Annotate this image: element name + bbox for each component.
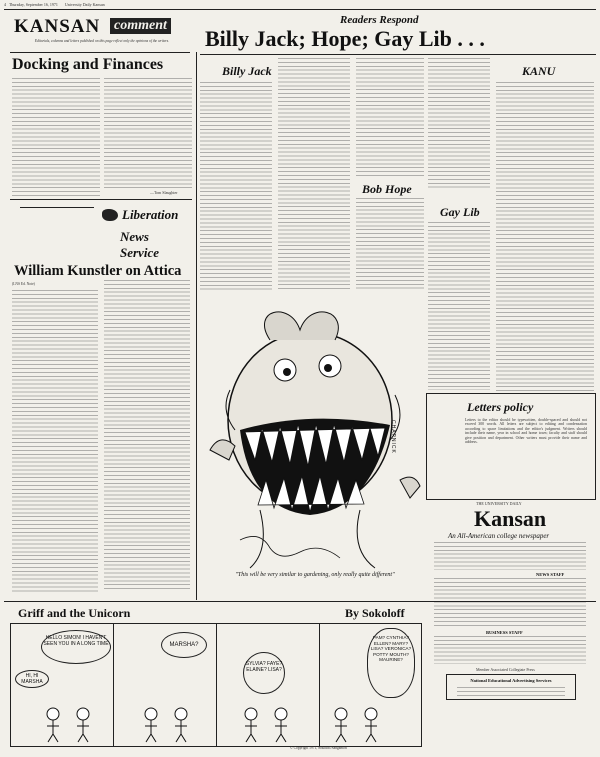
- unicorn-figures-icon: [41, 704, 101, 744]
- comment-masthead: [14, 16, 189, 38]
- cartoon-signature: CHAPNICK: [390, 420, 396, 454]
- strip-title: Griff and the Unicorn: [18, 606, 131, 620]
- page-number: 4: [4, 2, 6, 7]
- news-staff-list: [434, 578, 586, 626]
- news-staff-label: NEWS STAFF: [536, 572, 565, 577]
- masthead-name: Kansan: [474, 506, 547, 531]
- gay-lib-heading: Gay Lib: [440, 205, 480, 219]
- kanu-column: [496, 82, 594, 392]
- comment-masthead-comment: comment: [110, 18, 171, 34]
- masthead-text: [434, 542, 586, 570]
- liberation-line1: Liberation: [122, 207, 179, 222]
- cartoon-caption: "This will be very similar to gardening, only really quite different": [235, 572, 395, 578]
- advertising-text: [457, 687, 565, 697]
- strip-byline: By Sokoloff: [345, 606, 405, 620]
- billy-jack-heading: Billy Jack: [222, 64, 272, 78]
- advertising-label: National Educational Advertising Services: [470, 678, 552, 683]
- top-rule: [4, 9, 596, 10]
- docking-column-1: [12, 78, 100, 196]
- business-staff-list: [434, 636, 586, 664]
- letters-column-3: [356, 58, 424, 178]
- unicorn-figures-icon: [139, 704, 199, 744]
- panel-divider: [319, 624, 320, 746]
- paper-name: University Daily Kansan: [64, 2, 105, 7]
- docking-byline: —Tom Slaughter: [150, 190, 178, 195]
- masthead-tagline: An All-American college newspaper: [448, 532, 550, 540]
- liberation-line2: News Service: [120, 229, 159, 260]
- letters-policy-box: [426, 393, 596, 500]
- speech-balloon-4: SYLVIA? FAYE? ELAINE? LISA?: [243, 652, 285, 694]
- letters-policy-text: Letters to the editor should be typewritten, double-spaced and should not exceed 300 words. All letters are subject to editing and condensation according to space limitations and the editor's judgment. Writers should include their name, year in school and home town; faculty and staff should give position and department. Other writers must provide their name and address.: [465, 418, 587, 445]
- strip-copyright: © Copyright 1971, Sokoloff/Sangamon: [290, 746, 347, 750]
- business-staff-label: BUSINESS STAFF: [486, 630, 523, 635]
- page-folio: [4, 3, 304, 7]
- letters-policy-title: Letters policy: [467, 400, 534, 414]
- kansan-masthead: [426, 502, 594, 702]
- advertising-box: [446, 674, 576, 700]
- kanu-heading: KANU: [522, 64, 556, 78]
- comic-strip: [10, 623, 422, 747]
- editorial-cartoon: [200, 300, 424, 596]
- fist-icon: [102, 209, 118, 221]
- page-date: Thursday, September 16, 1971: [8, 2, 58, 7]
- divider: [10, 199, 192, 200]
- gay-lib-column: [428, 222, 490, 390]
- comment-subtitle: Editorials, columns and letters published on this page reflect only the opinions of the writers.: [34, 39, 170, 43]
- liberation-logo: [100, 203, 190, 260]
- column-rule: [196, 52, 197, 600]
- kunstler-column-1: [12, 290, 98, 592]
- speech-balloon-3: MARSHA?: [161, 632, 207, 658]
- bob-hope-heading: Bob Hope: [362, 182, 412, 196]
- unicorn-figures-icon: [239, 704, 299, 744]
- docking-headline: Docking and Finances: [12, 56, 164, 73]
- kunstler-column-2: [104, 280, 190, 592]
- kunstler-credit: (LNS Ed. Note): [12, 282, 35, 286]
- panel-divider: [113, 624, 114, 746]
- divider: [4, 601, 596, 602]
- speech-balloon-1: HELLO SIMON! I HAVEN'T SEEN YOU IN A LONG TIME: [41, 630, 111, 664]
- speech-balloon-5: PAM? CYNTHIA? ELLEN? MARY? LISA? VERONICA? POTTY MOUTH? MAURINE?: [367, 628, 415, 698]
- acp-member: Member Associated Collegiate Press: [476, 667, 535, 672]
- divider: [200, 54, 596, 55]
- masthead-label: THE UNIVERSITY DAILY: [476, 501, 522, 506]
- panel-divider: [216, 624, 217, 746]
- readers-headline: Billy Jack; Hope; Gay Lib . . .: [205, 26, 485, 51]
- billy-jack-column-2: [278, 58, 350, 290]
- readers-respond-label: Readers Respond: [340, 14, 419, 26]
- comment-masthead-kansan: KANSAN: [14, 16, 101, 37]
- speech-balloon-2: HI, HI MARSHA: [15, 670, 49, 688]
- docking-column-2: [104, 78, 192, 190]
- divider: [10, 52, 190, 53]
- divider: [20, 207, 94, 214]
- kunstler-headline: William Kunstler on Attica: [14, 263, 182, 279]
- unicorn-figures-icon: [329, 704, 389, 744]
- billy-jack-column-1: [200, 82, 272, 292]
- bob-hope-column: [356, 198, 424, 290]
- letters-column-4: [428, 58, 490, 188]
